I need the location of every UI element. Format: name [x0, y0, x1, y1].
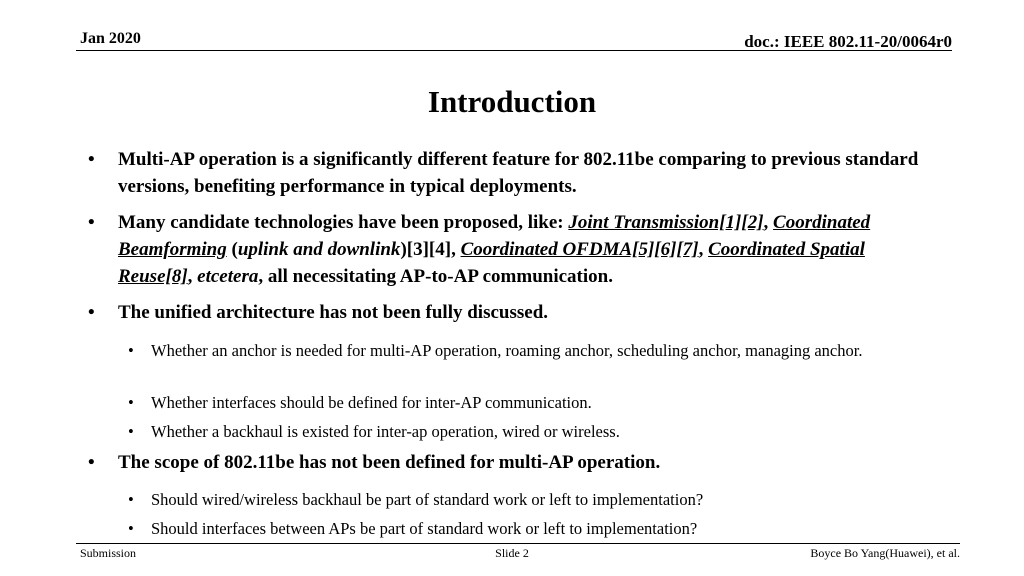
bullet-3-text: The unified architecture has not been fully discussed.	[118, 302, 549, 323]
separator: ,	[187, 266, 198, 287]
header-doc-id: doc.: IEEE 802.11-20/0064r0	[744, 32, 952, 51]
header-divider	[76, 50, 952, 51]
sub-bullet-dot: •	[128, 422, 134, 441]
bullet-dot: •	[88, 149, 95, 170]
slide-title: Introduction	[427, 84, 597, 119]
bullet-3	[88, 299, 938, 326]
bullet-dot: •	[88, 302, 95, 323]
header-date: Jan 2020	[80, 30, 141, 47]
bullet-4-text: The scope of 802.11be has not been defined for multi-AP operation.	[118, 452, 661, 473]
bullet-4	[88, 449, 938, 476]
sub-bullet-text: Should wired/wireless backhaul be part of standard work or left to implementation?	[151, 490, 704, 509]
link-coordinated-spatial-reuse[interactable]: Coordinated Spatial Reuse[8]	[118, 239, 865, 287]
bullet-dot: •	[88, 212, 95, 233]
footer-author: Boyce Bo Yang(Huawei), et al.	[810, 546, 960, 560]
link-coordinated-ofdma[interactable]: Coordinated OFDMA[5][6][7]	[460, 239, 699, 260]
footer-slide-number: Slide 2	[495, 546, 529, 560]
sub-bullet-3-3	[128, 420, 928, 443]
sub-bullet-4-1	[128, 488, 928, 511]
bullet-dot: •	[88, 452, 95, 473]
sub-bullet-dot: •	[128, 393, 134, 412]
footer-divider	[76, 543, 960, 544]
sub-bullet-3-2	[128, 391, 928, 414]
bullet-2-text	[118, 209, 938, 290]
link-coordinated-beamforming[interactable]: Coordinated Beamforming	[118, 212, 871, 260]
sub-bullet-text: Whether interfaces should be defined for inter-AP communication.	[151, 393, 592, 412]
bullet-2	[88, 209, 938, 290]
paren-close-refs: )[3][4],	[400, 239, 461, 260]
link-joint-transmission[interactable]: Joint Transmission[1][2]	[568, 212, 764, 233]
uplink-downlink-text: uplink and downlink	[237, 239, 401, 260]
sub-bullet-3-1	[128, 339, 928, 362]
sub-bullet-dot: •	[128, 341, 134, 360]
bullet-1	[88, 146, 938, 200]
paren-open: (	[226, 239, 238, 260]
footer-submission: Submission	[80, 546, 137, 560]
sub-bullet-dot: •	[128, 519, 134, 538]
etcetera-text: etcetera	[197, 266, 259, 287]
bullet-2-intro: Many candidate technologies have been proposed, like:	[118, 212, 569, 233]
sub-bullet-dot: •	[128, 490, 134, 509]
bullet-2-tail: , all necessitating AP-to-AP communication.	[258, 266, 613, 287]
separator: ,	[763, 212, 774, 233]
separator: ,	[698, 239, 709, 260]
sub-bullet-4-2	[128, 517, 928, 540]
sub-bullet-text: Whether an anchor is needed for multi-AP operation, roaming anchor, scheduling anchor, managing anchor.	[151, 341, 863, 360]
sub-bullet-text: Should interfaces between APs be part of standard work or left to implementation?	[151, 519, 698, 538]
sub-bullet-text: Whether a backhaul is existed for inter-ap operation, wired or wireless.	[151, 422, 620, 441]
bullet-1-text: Multi-AP operation is a significantly different feature for 802.11be comparing to previous standard versions, benefiting performance in typical deployments.	[118, 149, 919, 197]
